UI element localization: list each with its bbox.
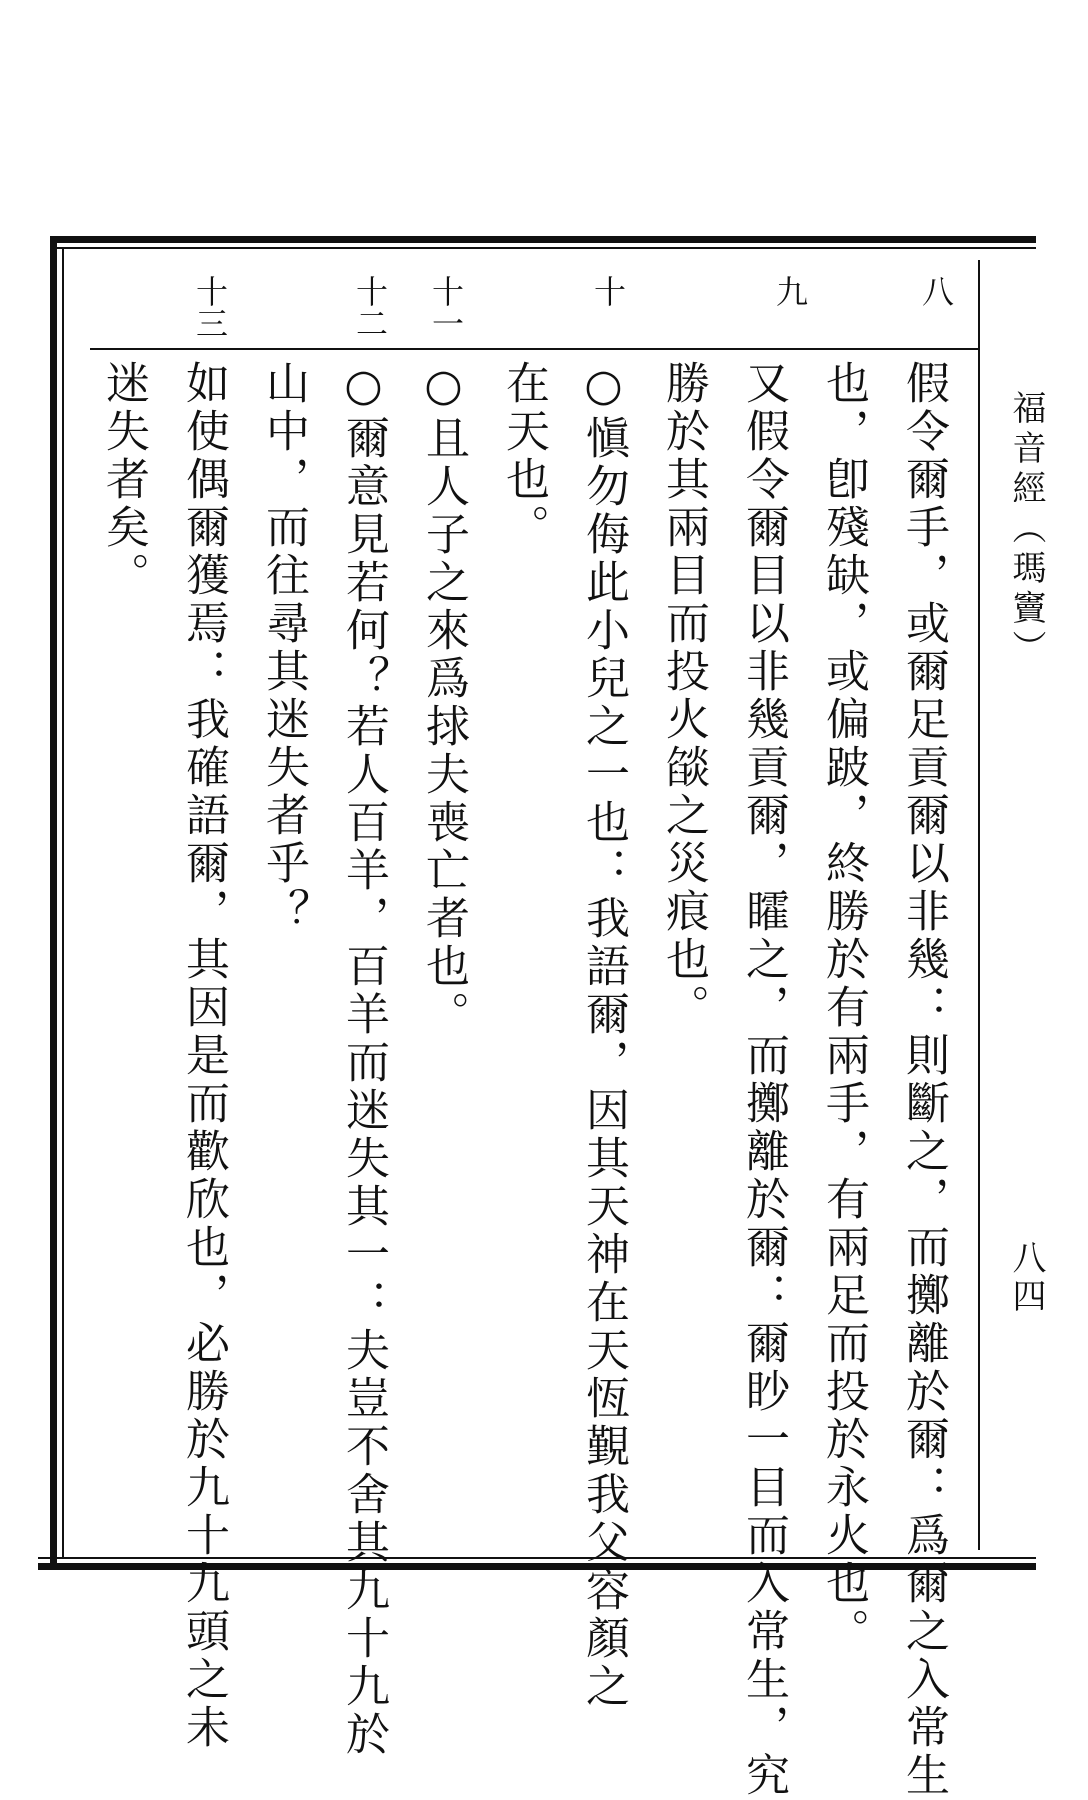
verse-marker-11: 十一	[427, 275, 465, 339]
text-column-7: ○且人子之來爲捄夫喪亡者也。	[418, 360, 469, 1039]
verse-marker-10: 十	[589, 275, 627, 307]
verse-marker-rule	[90, 348, 978, 350]
frame-left-inner-rule	[62, 247, 64, 1559]
frame-left-rule	[50, 236, 57, 1566]
text-column-3: 又假令爾目以非幾貢爾，矐之，而擲離於爾：爾眇一目而入常生，究	[738, 360, 789, 1800]
text-column-10: 如使偶爾獲焉：我確語爾，其因是而歡欣也，必勝於九十九頭之未	[178, 360, 229, 1752]
verse-marker-8: 八	[917, 275, 955, 307]
text-column-11: 迷失者矣。	[98, 360, 149, 600]
running-header-title: 福音經（瑪竇）	[1006, 390, 1046, 670]
verse-marker-13: 十三	[191, 275, 229, 339]
text-column-5: ○愼勿侮此小兒之一也：我語爾，因其天神在天恆覲我父容顏之	[578, 360, 629, 1711]
text-column-9: 山中，而往尋其迷失者乎？	[258, 360, 309, 936]
verse-marker-9: 九	[771, 275, 809, 307]
text-column-6: 在天也。	[498, 360, 549, 552]
page-number: 八四	[1006, 1240, 1046, 1316]
frame-top-rule	[50, 236, 1036, 243]
verse-marker-12: 十二	[351, 275, 389, 339]
text-column-1: 假令爾手，或爾足貢爾以非幾：則斷之，而擲離於爾：爲爾之入常生	[898, 360, 949, 1800]
text-column-8: ○爾意見若何？若人百羊，百羊而迷失其一：夫豈不舍其九十九於	[338, 360, 389, 1759]
text-column-2: 也，卽殘缺，或偏跛，終勝於有兩手，有兩足而投於永火也。	[818, 360, 869, 1656]
frame-right-rule	[978, 260, 980, 1550]
text-column-4: 勝於其兩目而投火燄之災痕也。	[658, 360, 709, 1032]
frame-top-inner-rule	[50, 247, 1036, 249]
